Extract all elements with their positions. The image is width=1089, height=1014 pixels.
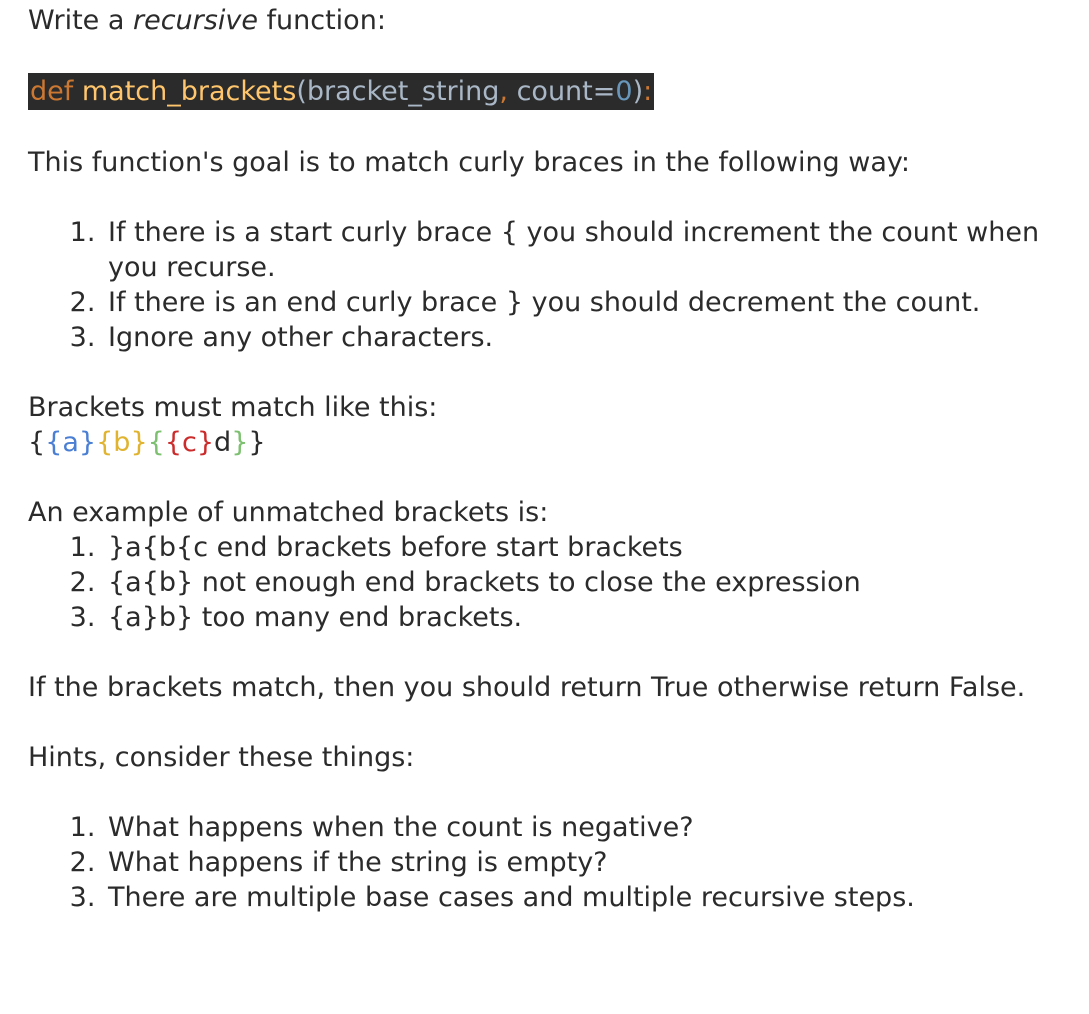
unmatched-example-item: 3. {a}b} too many end brackets.: [104, 600, 1089, 635]
brace-char: {: [96, 427, 114, 458]
def-keyword: def: [30, 76, 74, 107]
intro-text: Write a: [28, 5, 133, 36]
param-bracket-string: bracket_string: [306, 76, 500, 107]
brace-char: c: [182, 427, 197, 458]
goal-text: This function's goal is to match curly braces in the following way:: [28, 147, 911, 178]
spacer: [28, 355, 1089, 390]
unmatched-examples-list: [28, 530, 1089, 635]
rule-item: 1. If there is a start curly brace { you should increment the count when you recurse.: [104, 215, 1089, 285]
match-heading: Brackets must match like this:: [28, 392, 438, 423]
brace-char: }: [248, 427, 266, 458]
brace-char: a: [62, 427, 79, 458]
brace-char: {: [147, 427, 165, 458]
open-paren: (: [296, 76, 307, 107]
brace-char: d: [214, 427, 232, 458]
brace-char: }: [231, 427, 249, 458]
spacer: [28, 180, 1089, 215]
brace-char: {: [28, 427, 46, 458]
function-signature-code: [28, 73, 654, 110]
hints-heading: Hints, consider these things:: [28, 742, 415, 773]
rules-list: [28, 215, 1089, 355]
close-paren: ): [632, 76, 644, 107]
intro-text-end: function:: [257, 5, 386, 36]
spacer: [28, 38, 1089, 73]
intro-emphasis: recursive: [133, 5, 258, 36]
hint-item: 1. What happens when the count is negative?: [104, 810, 1089, 845]
intro-line: [28, 3, 1089, 38]
unmatched-example-item: 1. }a{b{c end brackets before start brackets: [104, 530, 1089, 565]
signature-line: [28, 73, 1089, 110]
spacer: [28, 705, 1089, 740]
param-comma: ,: [499, 76, 508, 107]
rule-item: 3. Ignore any other characters.: [104, 320, 1089, 355]
param-count: count=: [516, 76, 616, 107]
unmatched-example-item: 2. {a{b} not enough end brackets to close the expression: [104, 565, 1089, 600]
brace-char: }: [196, 427, 215, 458]
hint-item: 3. There are multiple base cases and multiple recursive steps.: [104, 880, 1089, 915]
signature-colon: :: [643, 76, 653, 107]
function-name: match_brackets: [81, 76, 297, 107]
return-text: If the brackets match, then you should return True otherwise return False.: [28, 672, 1026, 703]
match-example-braces: [28, 425, 1089, 460]
brace-char: }: [78, 427, 97, 458]
unmatched-heading: An example of unmatched brackets is:: [28, 497, 549, 528]
hint-item: 2. What happens if the string is empty?: [104, 845, 1089, 880]
hints-list: [28, 810, 1089, 915]
spacer: [28, 635, 1089, 670]
brace-char: {: [45, 427, 63, 458]
brace-char: b: [113, 427, 131, 458]
param-default-value: 0: [615, 76, 633, 107]
spacer: [28, 110, 1089, 145]
spacer: [28, 775, 1089, 810]
brace-char: }: [130, 427, 148, 458]
spacer: [28, 460, 1089, 495]
brace-char: {: [164, 427, 182, 458]
rule-item: 2. If there is an end curly brace } you should decrement the count.: [104, 285, 1089, 320]
